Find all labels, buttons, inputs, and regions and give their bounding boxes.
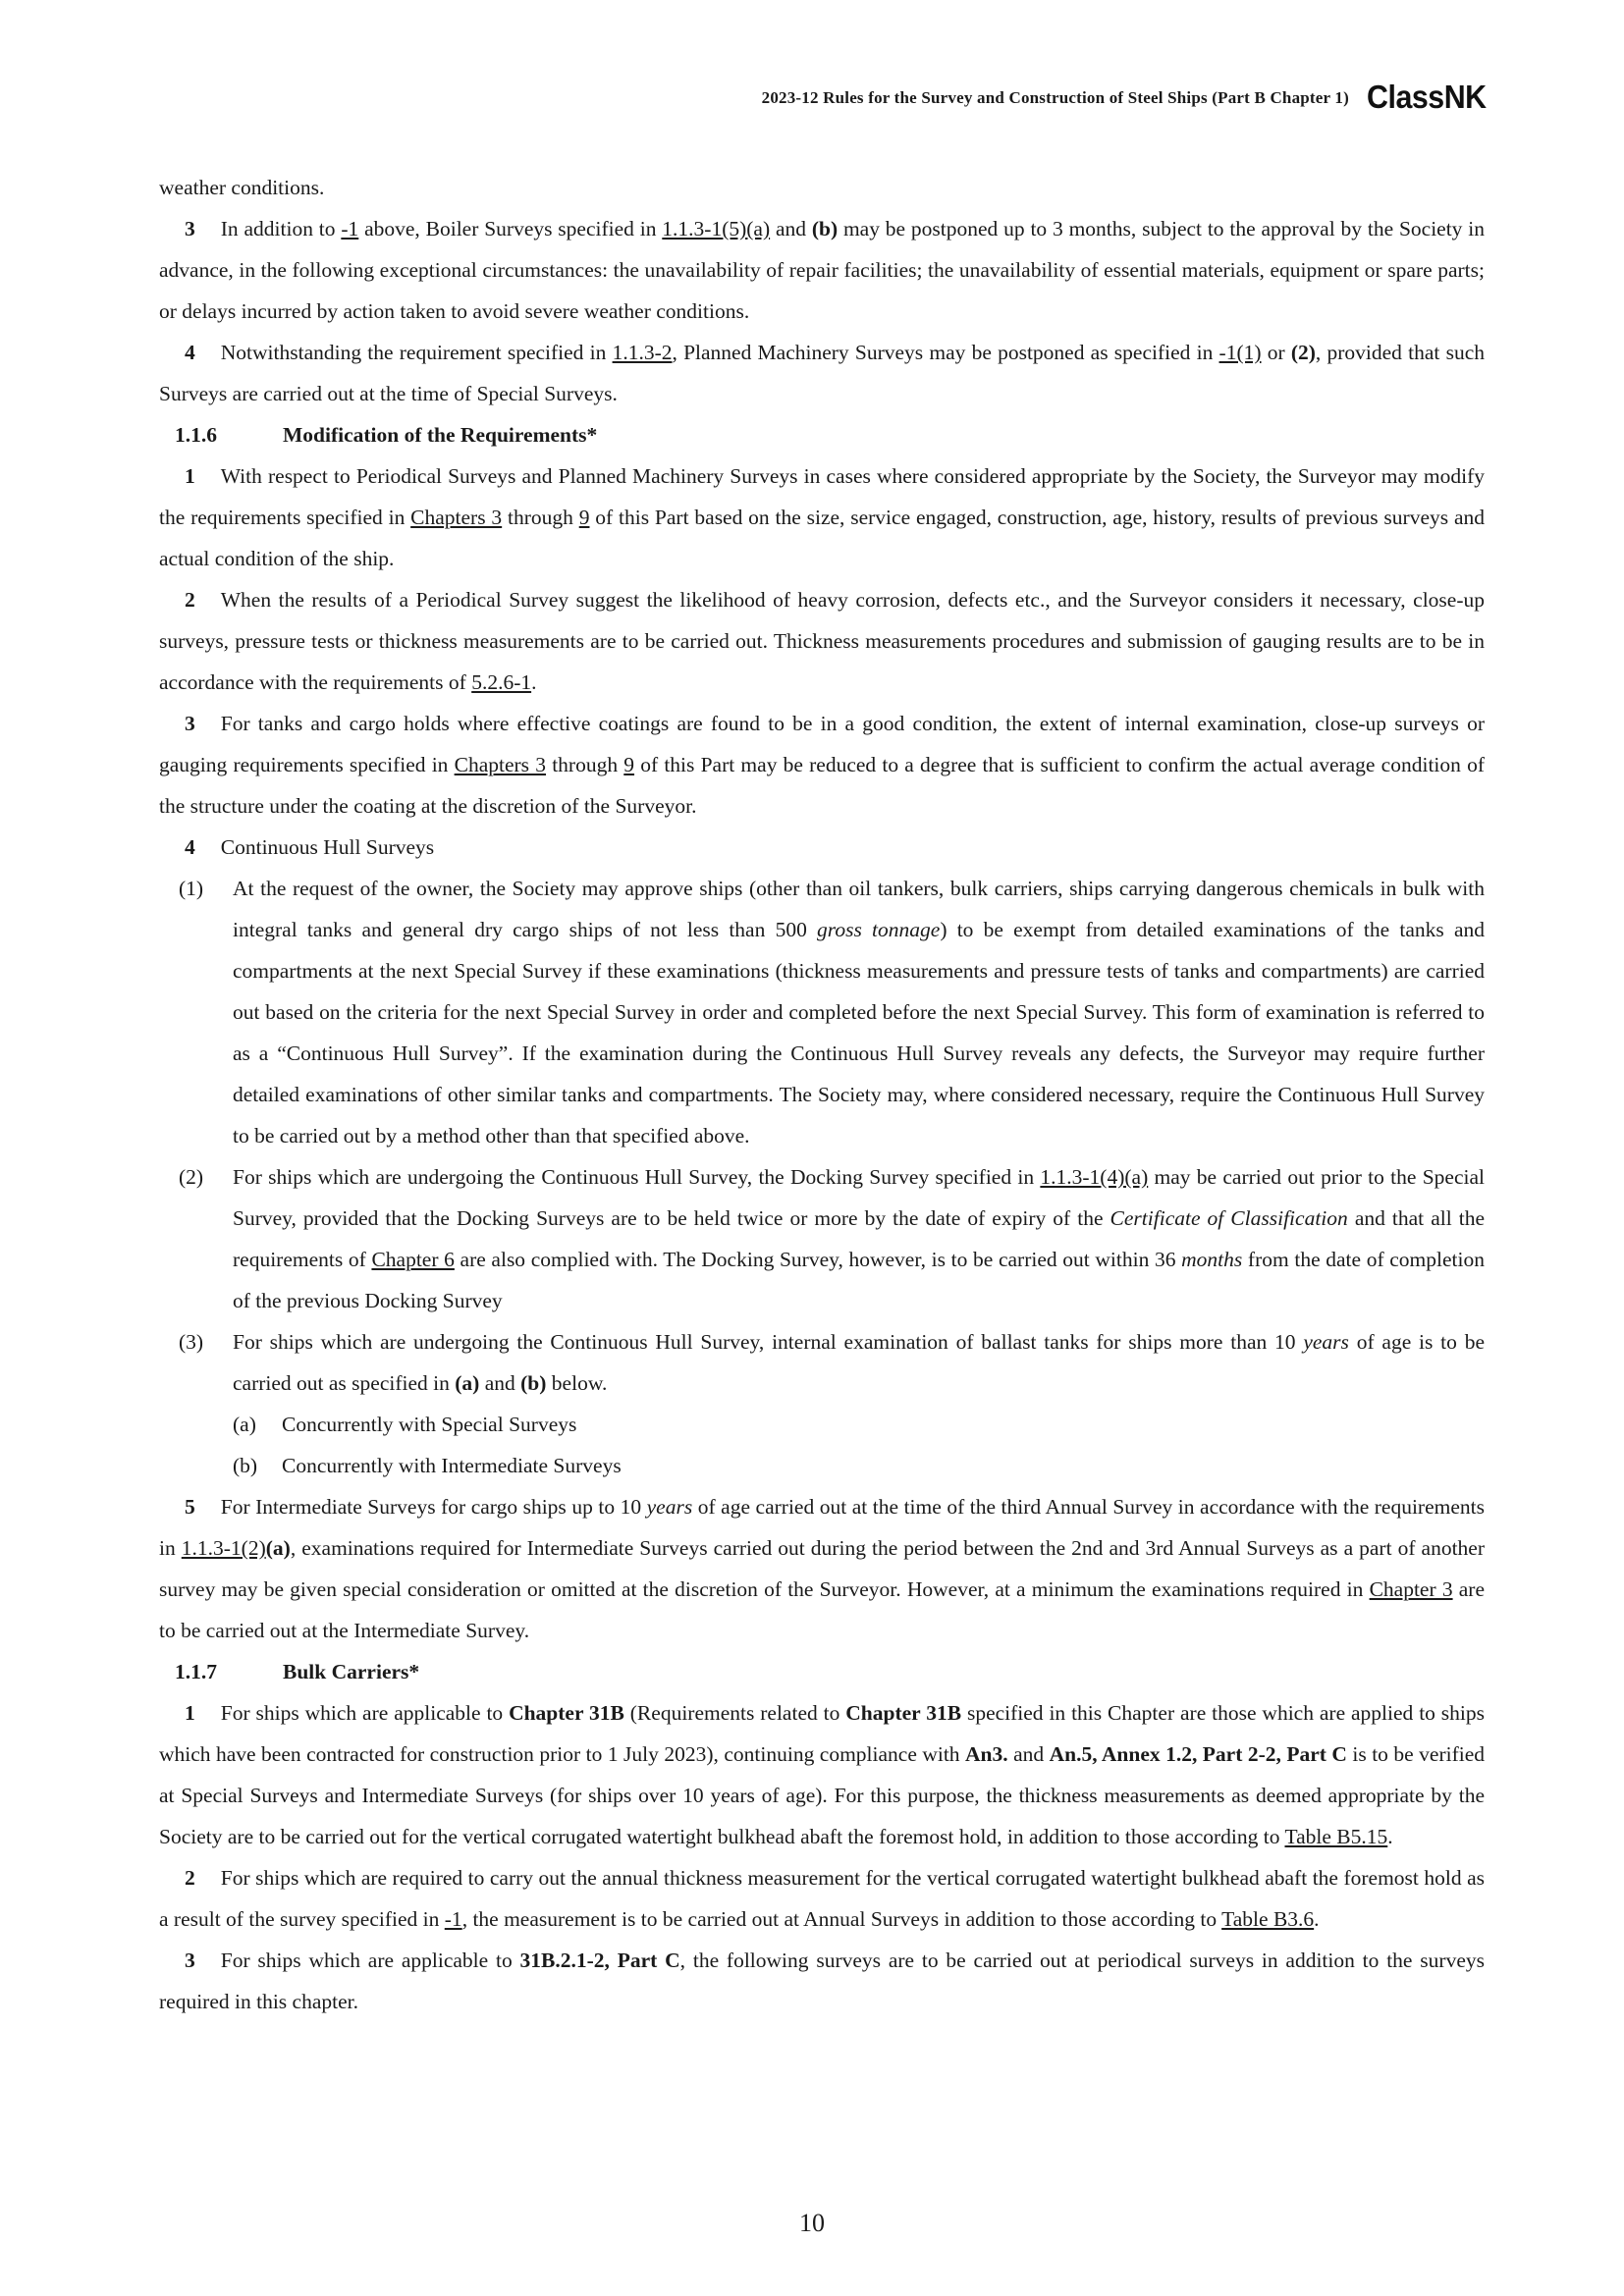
list-label: (b) bbox=[233, 1454, 258, 1477]
cross-reference-link[interactable]: Table B5.15 bbox=[1284, 1825, 1388, 1848]
paragraph-number: 4 bbox=[185, 835, 195, 859]
list-item: (3) For ships which are undergoing the Continuous Hull Survey, internal examination of ballast tanks for ships more than 10 years of age is to be carried out as specified in (a) and (b) below. bbox=[159, 1321, 1485, 1404]
paragraph-continuation: weather conditions. bbox=[159, 176, 325, 199]
paragraph-3b: 3 For tanks and cargo holds where effective coatings are found to be in a good condition, the extent of internal examination, close-up surveys or gauging requirements specified in Chapters 3 through 9 of this Part may be reduced to a degree that is sufficient to confirm the actual average condition of the structure under the coating at the discretion of the Surveyor. bbox=[159, 703, 1485, 827]
page-number: 10 bbox=[799, 2209, 825, 2237]
paragraph-5: 5 For Intermediate Surveys for cargo ships up to 10 years of age carried out at the time of the third Annual Survey in accordance with the requirements in 1.1.3-1(2)(a), examinations required for Intermediate Surveys carried out during the period between the 2nd and 3rd Annual Surveys as a part of another survey may be given special consideration or omitted at the discretion of the Surveyor. However, at a minimum the examinations required in Chapter 3 are to be carried out at the Intermediate Survey. bbox=[159, 1486, 1485, 1651]
list-item: (1) At the request of the owner, the Society may approve ships (other than oil tankers, bulk carriers, ships carrying dangerous chemicals in bulk with integral tanks and general dry cargo ships of not less than 500 gross tonnage) to be exempt from detailed examinations of the tanks and compartments at the next Special Survey if these examinations (thickness measurements and pressure tests of tanks and compartments) are carried out based on the criteria for the next Special Survey in order and completed before the next Special Survey. This form of examination is referred to as a “Continuous Hull Survey”. If the examination during the Continuous Hull Survey reveals any defects, the Surveyor may require further detailed examinations of other similar tanks and compartments. The Society may, where considered necessary, require the Continuous Hull Survey to be carried out by a method other than that specified above. bbox=[159, 868, 1485, 1156]
list-item: (2) For ships which are undergoing the Continuous Hull Survey, the Docking Survey specified in 1.1.3-1(4)(a) may be carried out prior to the Special Survey, provided that the Docking Surveys are to be held twice or more by the date of expiry of the Certificate of Classification and that all the requirements of Chapter 6 are also complied with. The Docking Survey, however, is to be carried out within 36 months from the date of completion of the previous Docking Survey bbox=[159, 1156, 1485, 1321]
cross-reference-link[interactable]: 1.1.3-1(5)(a) bbox=[662, 217, 771, 240]
paragraph-number: 2 bbox=[185, 1866, 195, 1890]
cross-reference-link[interactable]: Chapters 3 bbox=[410, 506, 503, 529]
page-header bbox=[0, 79, 1624, 118]
cross-reference-link[interactable]: -1 bbox=[341, 217, 359, 240]
paragraph-number: 3 bbox=[185, 217, 195, 240]
classnk-logo: ClassNK bbox=[1367, 79, 1487, 115]
paragraph-2b: 2 For ships which are required to carry out the annual thickness measurement for the vertical corrugated watertight bulkhead abaft the foremost hold as a result of the survey specified in -1, the measurement is to be carried out at Annual Surveys in addition to those according to Table B3.6. bbox=[159, 1857, 1485, 1940]
list-label: (2) bbox=[179, 1165, 204, 1189]
cross-reference-link[interactable]: Table B3.6 bbox=[1221, 1907, 1315, 1931]
paragraph-1b: 1 For ships which are applicable to Chapter 31B (Requirements related to Chapter 31B specified in this Chapter are those which are applied to ships which have been contracted for construction prior to 1 July 2023), continuing compliance with An3. and An.5, Annex 1.2, Part 2-2, Part C is to be verified at Special Surveys and Intermediate Surveys (for ships over 10 years of age). For this purpose, the thickness measurements as deemed appropriate by the Society are to be carried out for the vertical corrugated watertight bulkhead abaft the foremost hold, in addition to those according to Table B5.15. bbox=[159, 1692, 1485, 1857]
cross-reference-link[interactable]: -1(1) bbox=[1218, 341, 1262, 364]
cross-reference-link[interactable]: 1.1.3-2 bbox=[612, 341, 673, 364]
paragraph-number: 3 bbox=[185, 1949, 195, 1972]
cross-reference-link[interactable]: Chapters 3 bbox=[454, 753, 546, 776]
cross-reference-link[interactable]: 9 bbox=[623, 753, 635, 776]
list-label: (3) bbox=[179, 1330, 204, 1354]
paragraph-number: 2 bbox=[185, 588, 195, 612]
paragraph-4b: 4 Continuous Hull Surveys bbox=[159, 827, 1485, 868]
paragraph-number: 1 bbox=[185, 464, 195, 488]
cross-reference-link[interactable]: -1 bbox=[444, 1907, 462, 1931]
paragraph-number: 4 bbox=[185, 341, 195, 364]
cross-reference-link[interactable]: 1.1.3-1(2) bbox=[181, 1536, 266, 1560]
paragraph-number: 3 bbox=[185, 712, 195, 735]
paragraph-4: 4 Notwithstanding the requirement specified in 1.1.3-2, Planned Machinery Surveys may be postponed as specified in -1(1) or (2), provided that such Surveys are carried out at the time of Special Surveys. bbox=[159, 332, 1485, 414]
cross-reference-link[interactable]: Chapter 3 bbox=[1369, 1577, 1453, 1601]
list-label: (a) bbox=[233, 1413, 256, 1436]
header-title: 2023-12 Rules for the Survey and Construction of Steel Ships (Part B Chapter 1) bbox=[761, 88, 1349, 107]
paragraph-number: 5 bbox=[185, 1495, 195, 1519]
cross-reference-link[interactable]: Chapter 6 bbox=[371, 1248, 455, 1271]
document-body bbox=[159, 167, 1485, 2022]
section-heading-1-1-7: 1.1.7 Bulk Carriers* bbox=[175, 1660, 420, 1683]
cross-reference-link[interactable]: 1.1.3-1(4)(a) bbox=[1040, 1165, 1149, 1189]
paragraph-2: 2 When the results of a Periodical Survey suggest the likelihood of heavy corrosion, defects etc., and the Surveyor considers it necessary, close-up surveys, pressure tests or thickness measurements are to be carried out. Thickness measurements procedures and submission of gauging results are to be in accordance with the requirements of 5.2.6-1. bbox=[159, 579, 1485, 703]
cross-reference-link[interactable]: 5.2.6-1 bbox=[471, 670, 532, 694]
list-label: (1) bbox=[179, 877, 204, 900]
cross-reference-link[interactable]: 9 bbox=[578, 506, 590, 529]
paragraph-3c: 3 For ships which are applicable to 31B.2.1-2, Part C, the following surveys are to be carried out at periodical surveys in addition to the surveys required in this chapter. bbox=[159, 1940, 1485, 2022]
paragraph-number: 1 bbox=[185, 1701, 195, 1725]
sub-list-item: (a) Concurrently with Special Surveys bbox=[159, 1404, 1485, 1445]
paragraph-1: 1 With respect to Periodical Surveys and Planned Machinery Surveys in cases where considered appropriate by the Society, the Surveyor may modify the requirements specified in Chapters 3 through 9 of this Part based on the size, service engaged, construction, age, history, results of previous surveys and actual condition of the ship. bbox=[159, 455, 1485, 579]
paragraph-3: 3 In addition to -1 above, Boiler Surveys specified in 1.1.3-1(5)(a) and (b) may be postponed up to 3 months, subject to the approval by the Society in advance, in the following exceptional circumstances: the unavailability of repair facilities; the unavailability of essential materials, equipment or spare parts; or delays incurred by action taken to avoid severe weather conditions. bbox=[159, 208, 1485, 332]
section-heading-1-1-6: 1.1.6 Modification of the Requirements* bbox=[175, 423, 598, 447]
sub-list-item: (b) Concurrently with Intermediate Surveys bbox=[159, 1445, 1485, 1486]
